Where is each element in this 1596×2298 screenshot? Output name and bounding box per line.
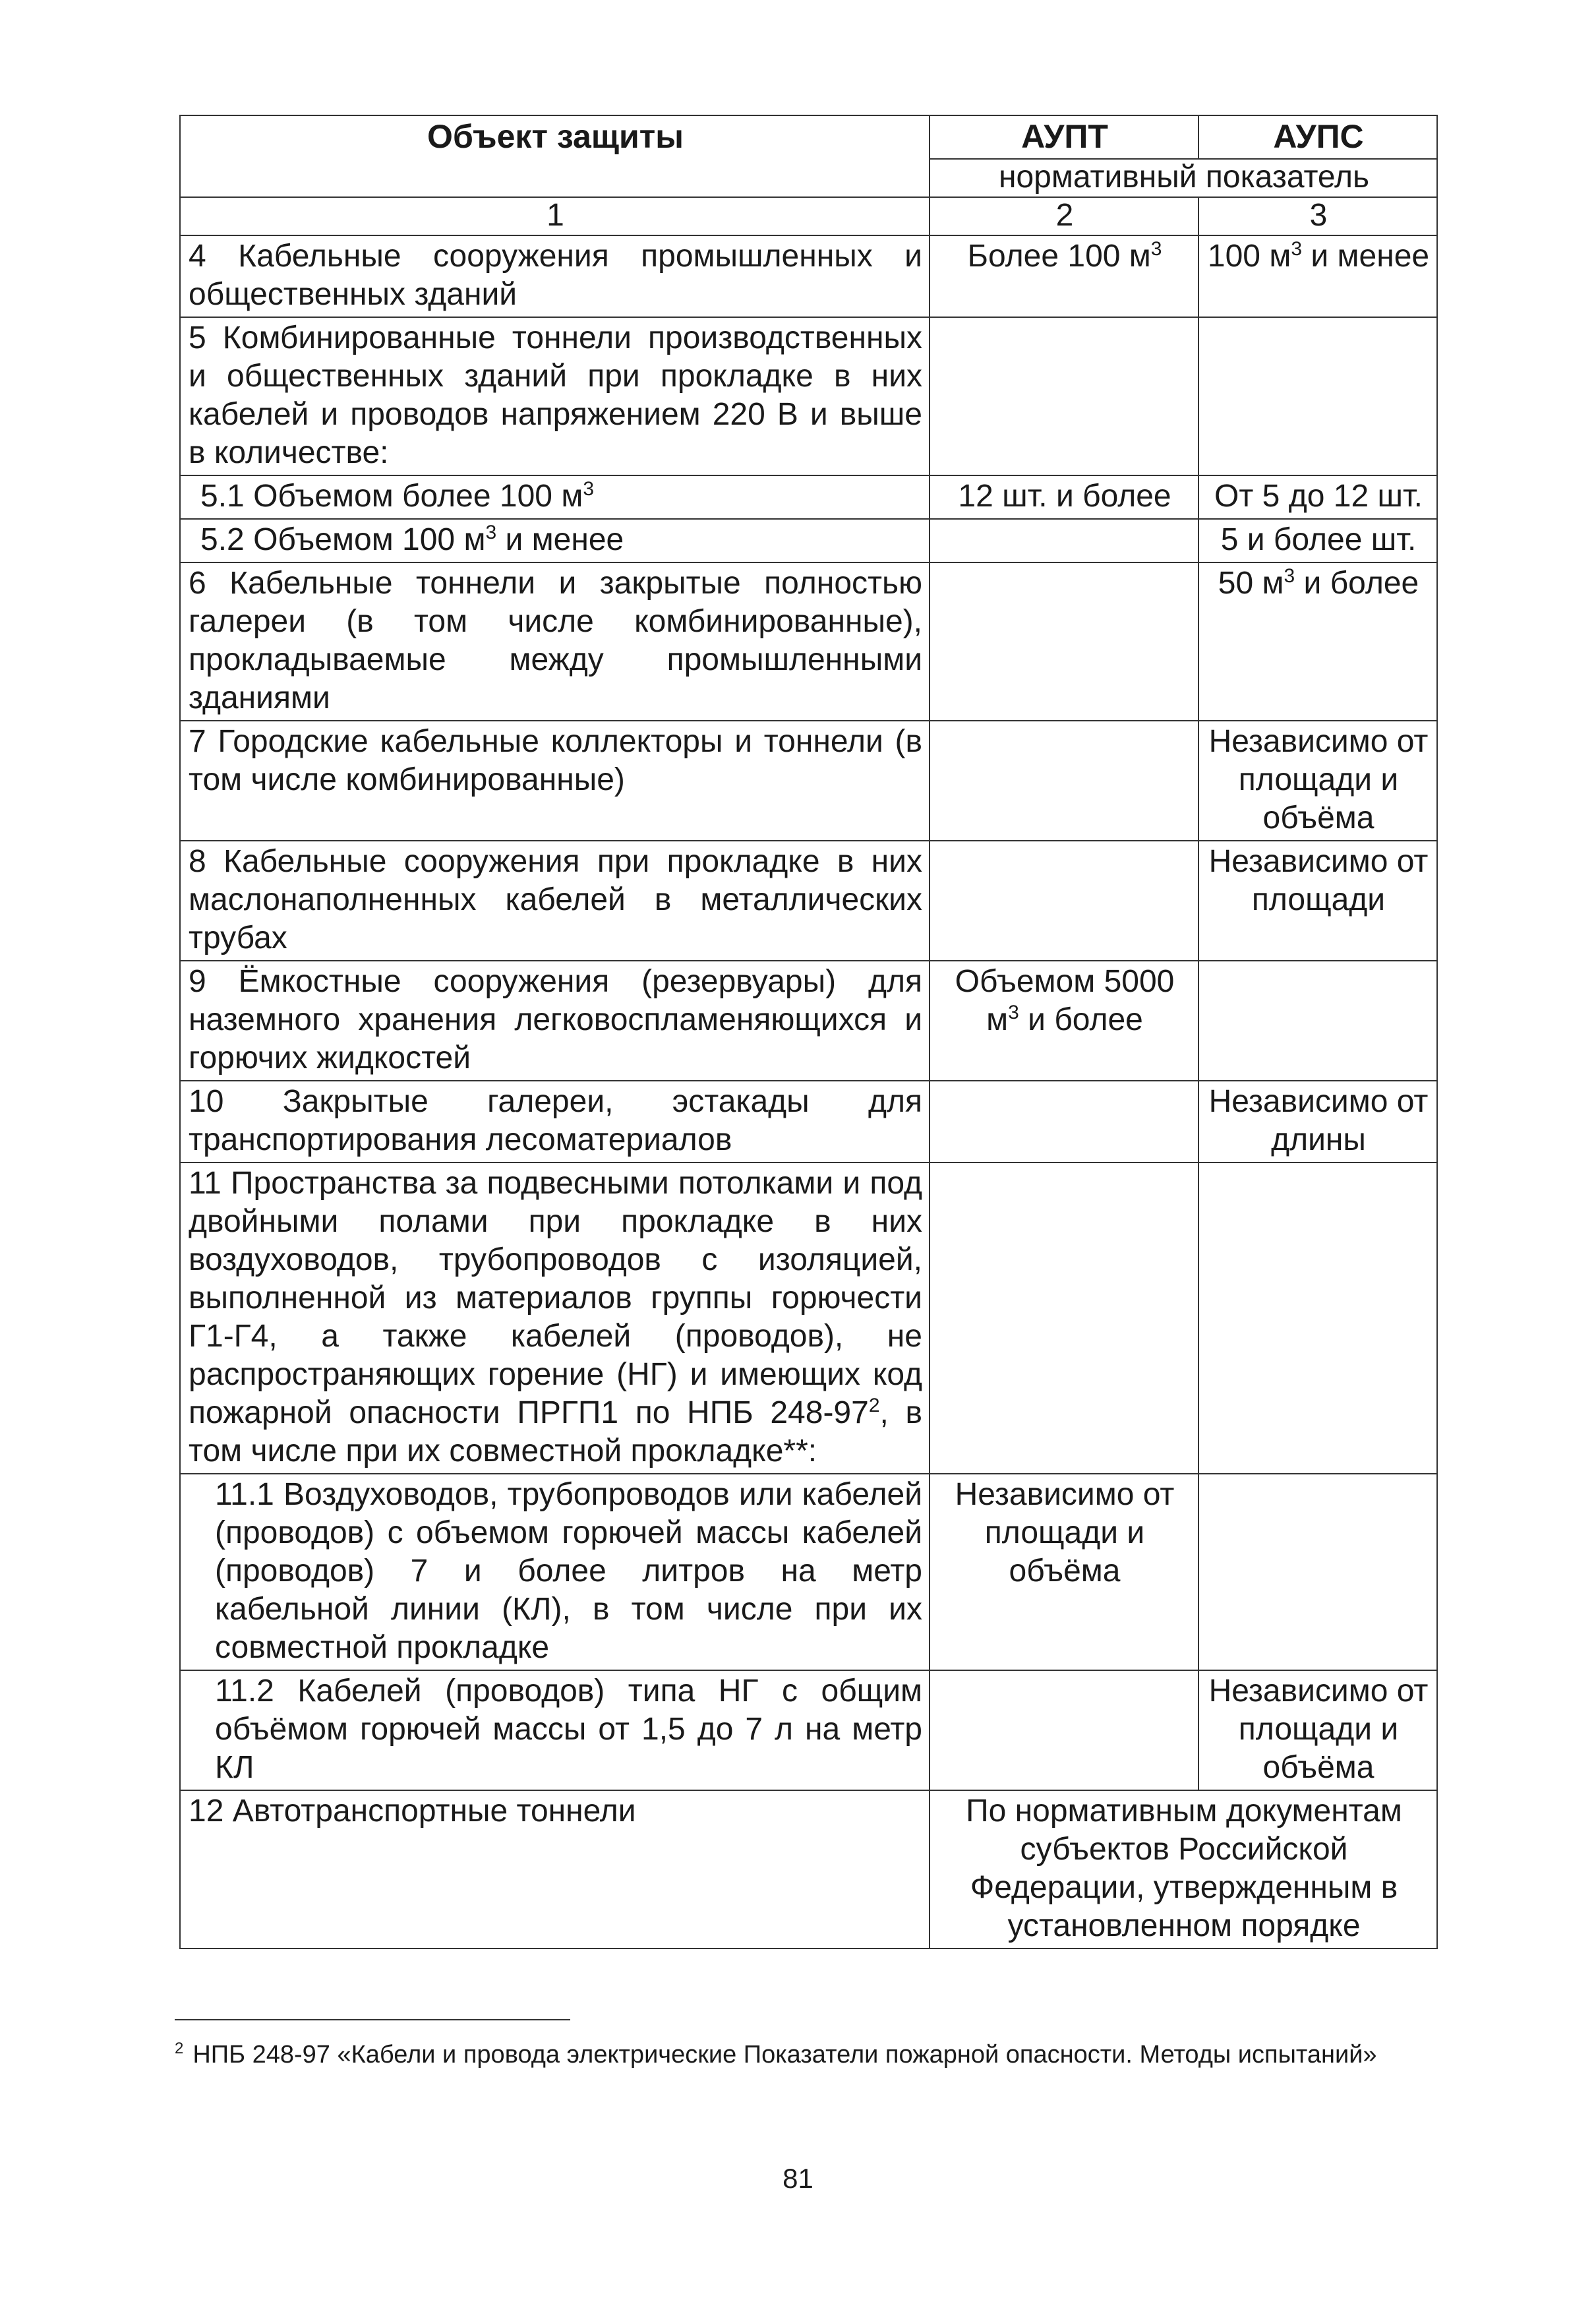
row-aups: 100 $м^3$ и менее [1198,235,1437,317]
row-aups-empty [1198,317,1437,475]
table-row [180,841,1437,961]
row-object: 4 Кабельные сооружения промышленных и общественных зданий [180,235,930,317]
row-aups: 50 $м^3$ и более [1198,562,1437,721]
row-aups: От 5 до 12 шт. [1198,475,1437,519]
row-object: 11 Пространства за подвесными потолками и под двойными полами при прокладке в них воздуховодов, трубопроводов с изоляцией, выполненной из материалов группы горючести Г1-Г4, а также кабелей (проводов), не распространяющих горение (НГ) и имеющих код пожарной опасности ПРГП1 по НПБ $248-97^2$, в том числе при их совместной прокладке**: [180,1163,930,1474]
row-aupt: Независимо от площади и объёма [930,1474,1198,1670]
row-aupt-empty [930,1670,1198,1790]
row-merged: По нормативным документам субъектов Российской Федерации, утвержденным в установленном порядке [930,1790,1437,1949]
row-object: 7 Городские кабельные коллекторы и тоннели (в том числе комбинированные) [180,721,930,841]
row-aups-empty [1198,1474,1437,1670]
row-object: 9 Ёмкостные сооружения (резервуары) для наземного хранения легковоспламеняющихся и горючих жидкостей [180,961,930,1081]
row-aupt: Более 100 $м^3$ [930,235,1198,317]
header-row [180,115,1437,159]
row-aups: Независимо от длины [1198,1081,1437,1163]
row-object: 5 Комбинированные тоннели производственных и общественных зданий при прокладке в них кабелей и проводов напряжением 220 В и выше в количестве: [180,317,930,475]
row-aupt: Объемом 5000 $м^3$ и более [930,961,1198,1081]
table-row [180,1081,1437,1163]
row-aups-empty [1198,961,1437,1081]
row-object: 11.2 Кабелей (проводов) типа НГ с общим объёмом горючей массы от 1,5 до 7 л на метр КЛ [180,1670,930,1790]
column-number-1: 1 [180,197,930,235]
page-number: 81 [783,2163,813,2194]
column-number-3: 3 [1198,197,1437,235]
row-object: 5.2 Объемом 100 $м^3$ и менее [180,519,930,562]
column-number-row [180,197,1437,235]
table-row [180,235,1437,317]
table-row [180,562,1437,721]
header-object: Объект защиты [180,115,930,197]
row-aups: Независимо от площади [1198,841,1437,961]
protection-table [179,115,1438,1949]
row-object: 6 Кабельные тоннели и закрытые полностью галереи (в том числе комбинированные), прокладываемые между промышленными зданиями [180,562,930,721]
table-row [180,519,1437,562]
row-aupt-empty [930,317,1198,475]
row-object: 5.1 Объемом более 100 $м^3$ [180,475,930,519]
row-aups-empty [1198,1163,1437,1474]
footnote-divider [175,2019,570,2020]
row-aupt-empty [930,562,1198,721]
footnote-mark: 2 [175,2040,184,2058]
row-object: 12 Автотранспортные тоннели [180,1790,930,1949]
row-aups: 5 и более шт. [1198,519,1437,562]
table-row [180,1163,1437,1474]
row-object: 8 Кабельные сооружения при прокладке в них маслонаполненных кабелей в металлических трубах [180,841,930,961]
row-aupt-empty [930,1163,1198,1474]
row-aups: Независимо от площади и объёма [1198,721,1437,841]
row-object: 10 Закрытые галереи, эстакады для транспортирования лесоматериалов [180,1081,930,1163]
table-row [180,721,1437,841]
header-aups: АУПС [1198,115,1437,159]
row-aupt: 12 шт. и более [930,475,1198,519]
footnote [175,2038,1447,2072]
table-row [180,1670,1437,1790]
table-row [180,475,1437,519]
table-row [180,1474,1437,1670]
footnote-text: НПБ 248-97 «Кабели и провода электрические Показатели пожарной опасности. Методы испытаний» [192,2041,1377,2069]
table-row [180,1790,1437,1949]
row-aupt-empty [930,721,1198,841]
row-object: 11.1 Воздуховодов, трубопроводов или кабелей (проводов) с объемом горючей массы кабелей (проводов) 7 и более литров на метр кабельной линии (КЛ), в том числе при их совместной прокладке [180,1474,930,1670]
row-aups: Независимо от площади и объёма [1198,1670,1437,1790]
table-row [180,961,1437,1081]
table-row [180,317,1437,475]
row-aupt-empty [930,519,1198,562]
row-aupt-empty [930,1081,1198,1163]
header-normative: нормативный показатель [930,159,1437,197]
row-aupt-empty [930,841,1198,961]
column-number-2: 2 [930,197,1198,235]
header-aupt: АУПТ [930,115,1198,159]
